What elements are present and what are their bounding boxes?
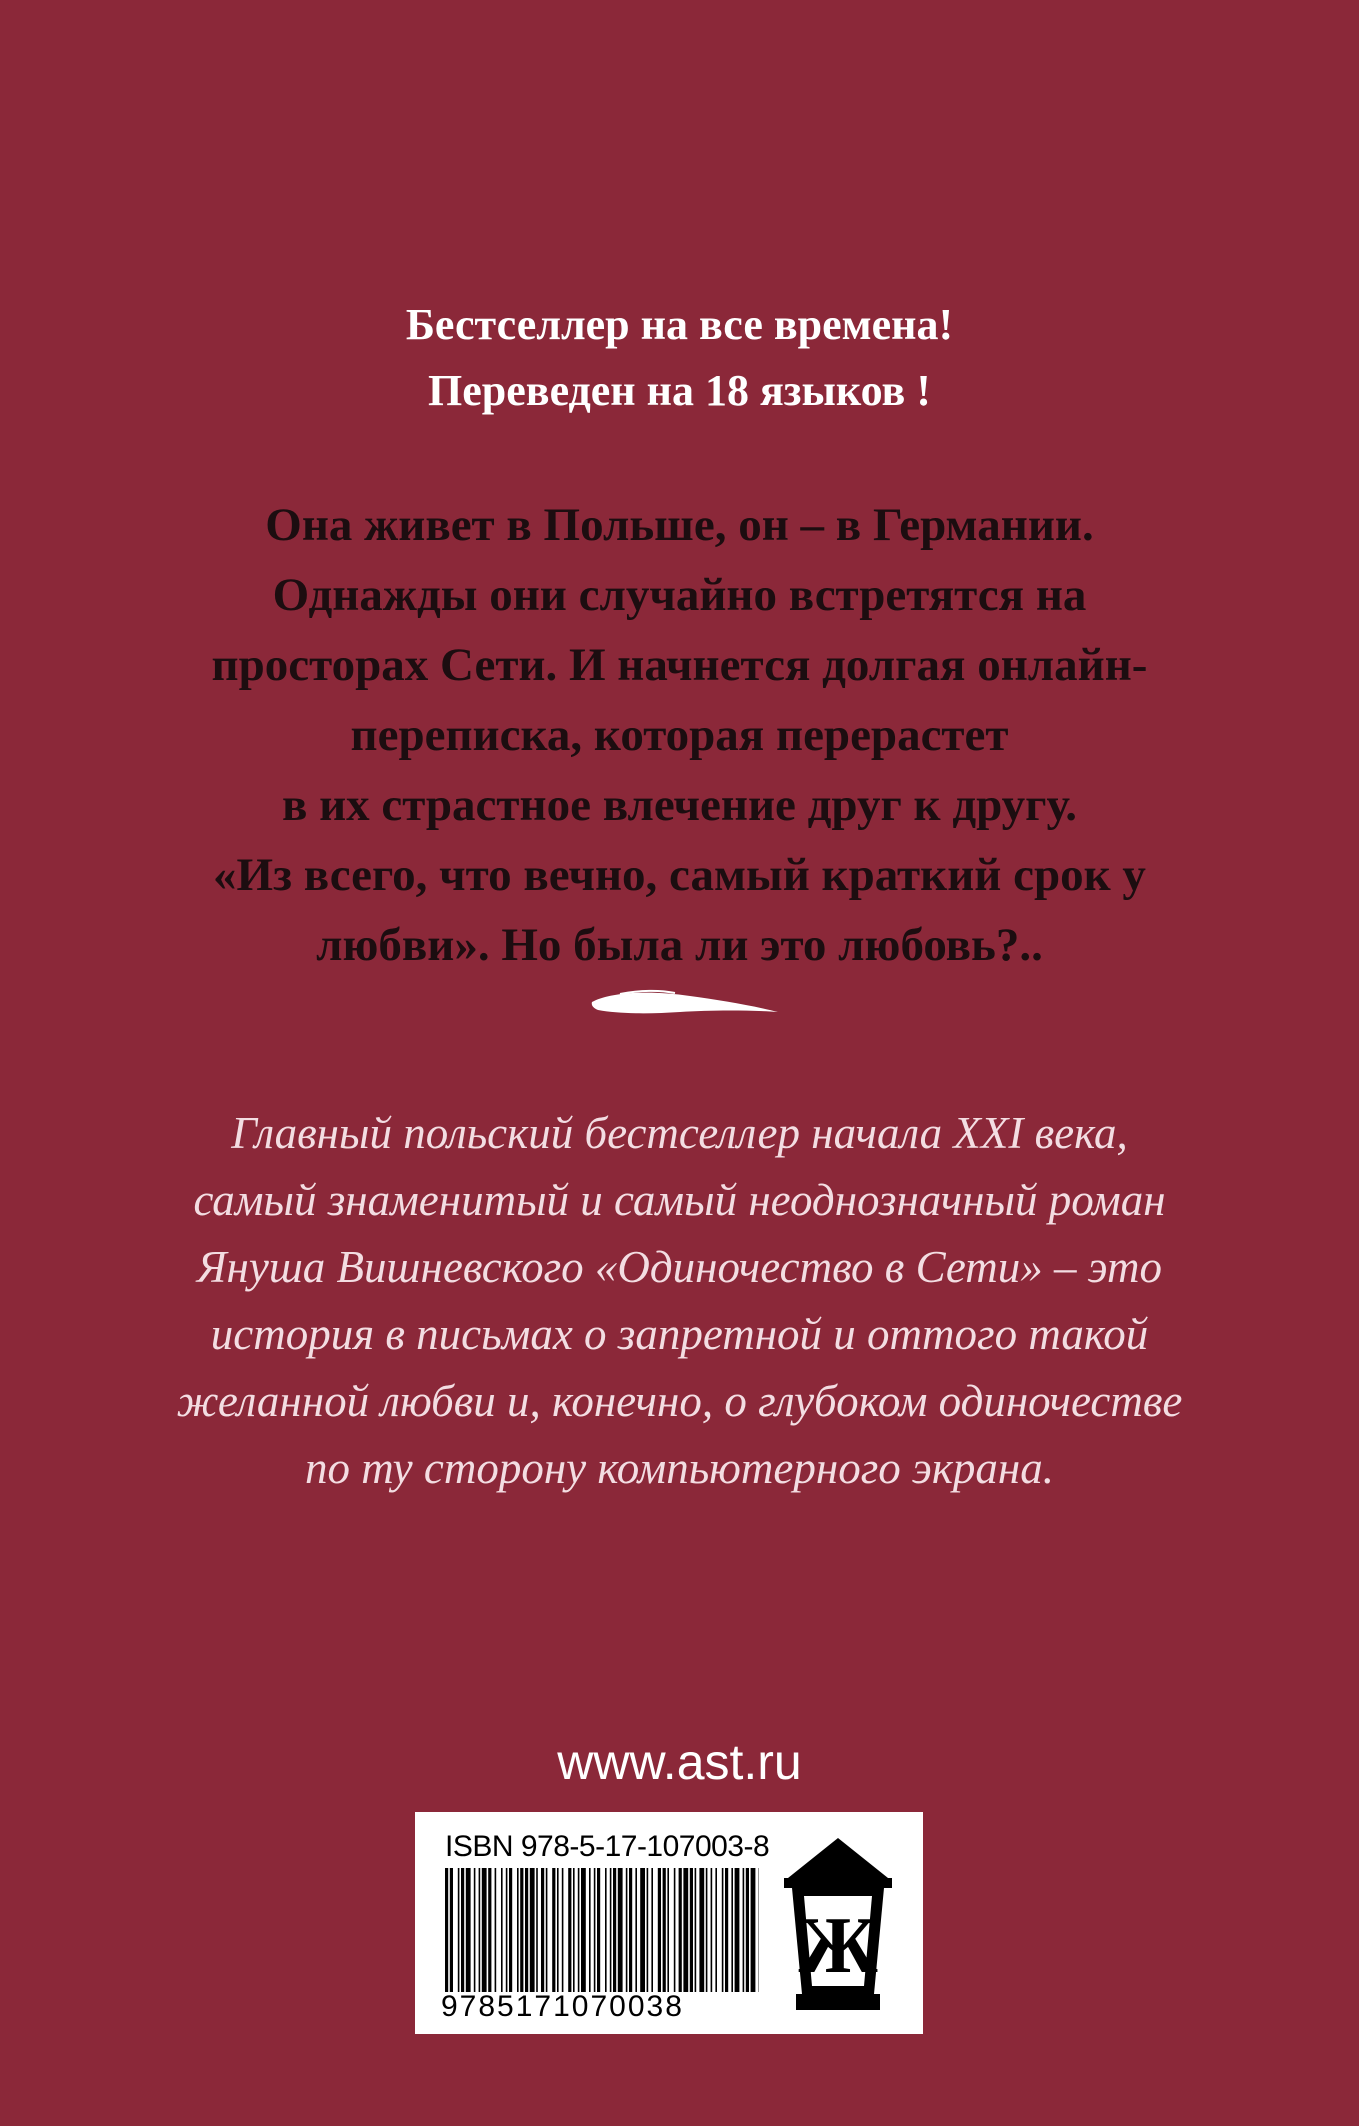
barcode-panel [415, 1812, 923, 2034]
barcode-bar [495, 1868, 497, 1992]
barcode-bar [674, 1868, 676, 1992]
barcode-bar [618, 1868, 623, 1992]
barcode-bar [474, 1868, 476, 1992]
brush-stroke-ornament-icon [590, 986, 780, 1020]
review-line: Януша Вишневского «Одиночество в Сети» – это [196, 1242, 1163, 1292]
barcode-bar [450, 1868, 453, 1992]
review-line: желанной любви и, конечно, о глубоком одиночестве [176, 1376, 1183, 1426]
barcode-bar [663, 1868, 666, 1992]
barcode-bar [546, 1868, 548, 1992]
barcode-bar [517, 1868, 519, 1992]
barcode-bar [711, 1868, 713, 1992]
headline [0, 292, 1359, 424]
barcode-bar [613, 1868, 616, 1992]
ean-number: 9785171070038 [441, 1990, 684, 2023]
blurb-line: Однажды они случайно встретятся на [272, 569, 1087, 621]
barcode-bar [715, 1868, 717, 1992]
barcode-bar [667, 1868, 669, 1992]
review-line: по ту сторону компьютерного экрана. [305, 1443, 1054, 1493]
barcode-bar [626, 1868, 628, 1992]
barcode-bar [651, 1868, 653, 1992]
barcode-bar [695, 1868, 697, 1992]
barcode-bar [536, 1868, 538, 1992]
barcode-bar [578, 1868, 580, 1992]
barcode-bar [751, 1868, 756, 1992]
barcode-bar [525, 1868, 528, 1992]
barcode-bar [594, 1868, 596, 1992]
barcode-bar [488, 1868, 491, 1992]
blurb-line: любви». Но была ли это любовь?.. [316, 919, 1043, 971]
barcode-bar [479, 1868, 481, 1992]
barcode-bar [568, 1868, 571, 1992]
blurb-line: просторах Сети. И начнется долгая онлайн- [211, 639, 1148, 691]
review-line: история в письмах о запретной и оттого такой [210, 1309, 1149, 1359]
barcode-bar [743, 1868, 745, 1992]
barcode-bar [573, 1868, 575, 1992]
website-url: www.ast.ru [557, 1734, 802, 1790]
headline-line: Переведен на 18 языков ! [428, 366, 931, 415]
barcode-bar [589, 1868, 591, 1992]
barcode-bar [647, 1868, 649, 1992]
barcode-bar [679, 1868, 682, 1992]
blurb-line: в их страстное влечение друг к другу. [281, 779, 1078, 831]
lantern-logo-icon [782, 1834, 894, 2014]
blurb [0, 490, 1359, 980]
barcode-bar [629, 1868, 632, 1992]
barcode-bar [658, 1868, 661, 1992]
barcode-bar [458, 1868, 460, 1992]
barcode-bar [530, 1868, 535, 1992]
headline-line: Бестселлер на все времена! [405, 300, 954, 349]
barcode-bar [635, 1868, 637, 1992]
barcode-bar [699, 1868, 704, 1992]
review-line: Главный польский бестселлер начала XXI века, [231, 1108, 1128, 1158]
barcode-bar [640, 1868, 645, 1992]
blurb-line: переписка, которая перерастет [350, 709, 1009, 761]
barcode-bar [597, 1868, 600, 1992]
blurb-line: Она живет в Польше, он – в Германии. [265, 499, 1094, 551]
barcode-bar [725, 1868, 728, 1992]
review-line: самый знаменитый и самый неоднозначный роман [193, 1175, 1166, 1225]
svg-text:Ж: Ж [798, 1902, 878, 1990]
barcode-bar [552, 1868, 555, 1992]
barcode-bar [482, 1868, 487, 1992]
barcode-bar [506, 1868, 508, 1992]
blurb-line: «Из всего, что вечно, самый краткий срок у [213, 849, 1146, 901]
isbn-label: ISBN 978-5-17-107003-8 [445, 1830, 770, 1863]
barcode-bar [605, 1868, 607, 1992]
barcode-bar [746, 1868, 749, 1992]
barcode-bar [461, 1868, 464, 1992]
barcode-bar [731, 1868, 733, 1992]
barcode-bars [445, 1868, 759, 1992]
barcode-bar [445, 1868, 448, 1992]
barcode-bar [735, 1868, 740, 1992]
review [0, 1100, 1359, 1502]
barcode-bar [466, 1868, 471, 1992]
barcode-bar [557, 1868, 559, 1992]
barcode-bar [706, 1868, 708, 1992]
barcode-bar [520, 1868, 523, 1992]
barcode-bar [683, 1868, 688, 1992]
barcode-bar [562, 1868, 564, 1992]
barcode-bar [610, 1868, 612, 1992]
barcode-bar [541, 1868, 544, 1992]
barcode-bar [501, 1868, 503, 1992]
barcode-bar [581, 1868, 586, 1992]
barcode-bar [509, 1868, 512, 1992]
barcode-bar [722, 1868, 724, 1992]
barcode-bar [690, 1868, 693, 1992]
